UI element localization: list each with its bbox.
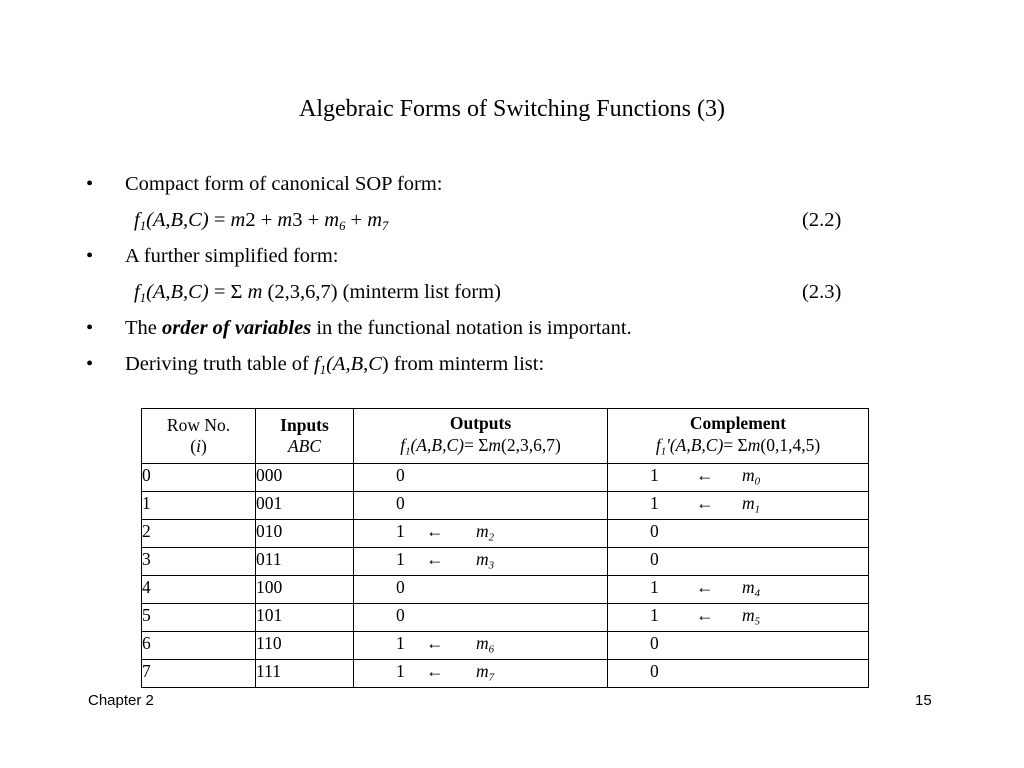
row-number-cell: 7 — [142, 660, 256, 688]
table-row — [142, 604, 869, 632]
complement-cell — [608, 604, 869, 632]
bullet-item — [86, 350, 886, 386]
complement-value: 1 — [650, 465, 659, 485]
row-number-cell: 4 — [142, 576, 256, 604]
minterm-label: $m_3$ — [476, 549, 495, 572]
output-cell — [354, 632, 608, 660]
bullet-dot-icon: • — [86, 353, 94, 375]
equation-2-3 — [86, 278, 886, 314]
bullet-list — [86, 170, 886, 386]
left-arrow-icon: ← — [426, 633, 444, 653]
table-row — [142, 660, 869, 688]
table-row — [142, 576, 869, 604]
complement-value: 0 — [650, 521, 659, 541]
bullet-dot-icon: • — [86, 245, 94, 267]
output-cell — [354, 576, 608, 604]
minterm-label: $m_2$ — [476, 521, 495, 544]
bullet-text: The order of variables in the functional notation is important. — [125, 317, 632, 339]
output-value: 1 — [396, 633, 405, 653]
table-row — [142, 632, 869, 660]
row-number-cell: 0 — [142, 464, 256, 492]
complement-cell — [608, 492, 869, 520]
equation-text: $f_1(A,B,C) = \Sigma$ m (2,3,6,7) (minterm list form) — [134, 281, 501, 305]
output-cell — [354, 492, 608, 520]
table-row — [142, 464, 869, 492]
row-number-cell: 1 — [142, 492, 256, 520]
complement-value: 0 — [650, 549, 659, 569]
bullet-text: A further simplified form: — [125, 245, 339, 267]
inputs-cell: 000 — [256, 464, 354, 492]
slide-title: Algebraic Forms of Switching Functions (3) — [299, 96, 725, 122]
output-value: 1 — [396, 661, 405, 681]
complement-cell — [608, 632, 869, 660]
bullet-text: Compact form of canonical SOP form: — [125, 173, 443, 195]
left-arrow-icon: ← — [696, 465, 714, 485]
bullet-text: Deriving truth table of $f_1(A,B,C)$ from minterm list: — [125, 353, 545, 377]
output-value: 0 — [396, 465, 405, 485]
equation-number: (2.2) — [802, 209, 842, 231]
inputs-cell: 001 — [256, 492, 354, 520]
minterm-label: $m_6$ — [476, 633, 495, 656]
equation-text: $f_1(A,B,C) = m2 + m3 + m_6 + m_7$ — [134, 209, 389, 233]
inputs-cell: 101 — [256, 604, 354, 632]
complement-value: 0 — [650, 633, 659, 653]
left-arrow-icon: ← — [426, 661, 444, 681]
inputs-cell: 110 — [256, 632, 354, 660]
complement-cell — [608, 576, 869, 604]
complement-value: 0 — [650, 661, 659, 681]
row-number-cell: 6 — [142, 632, 256, 660]
output-value: 0 — [396, 577, 405, 597]
footer-chapter: Chapter 2 — [88, 692, 154, 709]
minterm-label: $m_5$ — [742, 605, 761, 628]
bullet-dot-icon: • — [86, 317, 94, 339]
minterm-label: $m_1$ — [742, 493, 761, 516]
left-arrow-icon: ← — [426, 521, 444, 541]
output-cell — [354, 464, 608, 492]
truth-table — [141, 408, 869, 688]
equation-number: (2.3) — [802, 281, 842, 303]
inputs-cell: 100 — [256, 576, 354, 604]
minterm-label: $m_0$ — [742, 465, 761, 488]
output-value: 0 — [396, 605, 405, 625]
minterm-label: $m_7$ — [476, 661, 495, 684]
row-number-cell: 3 — [142, 548, 256, 576]
complement-cell — [608, 520, 869, 548]
complement-cell — [608, 548, 869, 576]
output-cell — [354, 520, 608, 548]
bullet-item — [86, 170, 886, 206]
complement-value: 1 — [650, 577, 659, 597]
row-number-cell: 5 — [142, 604, 256, 632]
output-cell — [354, 604, 608, 632]
header-row-no: Row No. (i) — [142, 409, 256, 464]
output-cell — [354, 548, 608, 576]
bullet-item — [86, 314, 886, 350]
header-inputs: Inputs ABC — [256, 409, 354, 464]
inputs-cell: 010 — [256, 520, 354, 548]
output-value: 1 — [396, 549, 405, 569]
complement-value: 1 — [650, 493, 659, 513]
output-cell — [354, 660, 608, 688]
left-arrow-icon: ← — [696, 493, 714, 513]
bullet-dot-icon: • — [86, 173, 94, 195]
table-row — [142, 520, 869, 548]
bullet-item — [86, 242, 886, 278]
minterm-label: $m_4$ — [742, 577, 761, 600]
complement-cell — [608, 660, 869, 688]
inputs-cell: 111 — [256, 660, 354, 688]
left-arrow-icon: ← — [696, 605, 714, 625]
table-row — [142, 492, 869, 520]
header-outputs: Outputs $f_1(A,B,C)= \Sigma m(2,3,6,7)$ — [354, 409, 608, 464]
row-number-cell: 2 — [142, 520, 256, 548]
footer-page-number: 15 — [915, 692, 932, 709]
output-value: 1 — [396, 521, 405, 541]
inputs-cell: 011 — [256, 548, 354, 576]
equation-2-2 — [86, 206, 886, 242]
header-complement: Complement $f_1'(A,B,C)= \Sigma m(0,1,4,5)$ — [608, 409, 869, 464]
table-header-row — [142, 409, 869, 464]
output-value: 0 — [396, 493, 405, 513]
left-arrow-icon: ← — [426, 549, 444, 569]
table-row — [142, 548, 869, 576]
complement-cell — [608, 464, 869, 492]
left-arrow-icon: ← — [696, 577, 714, 597]
complement-value: 1 — [650, 605, 659, 625]
